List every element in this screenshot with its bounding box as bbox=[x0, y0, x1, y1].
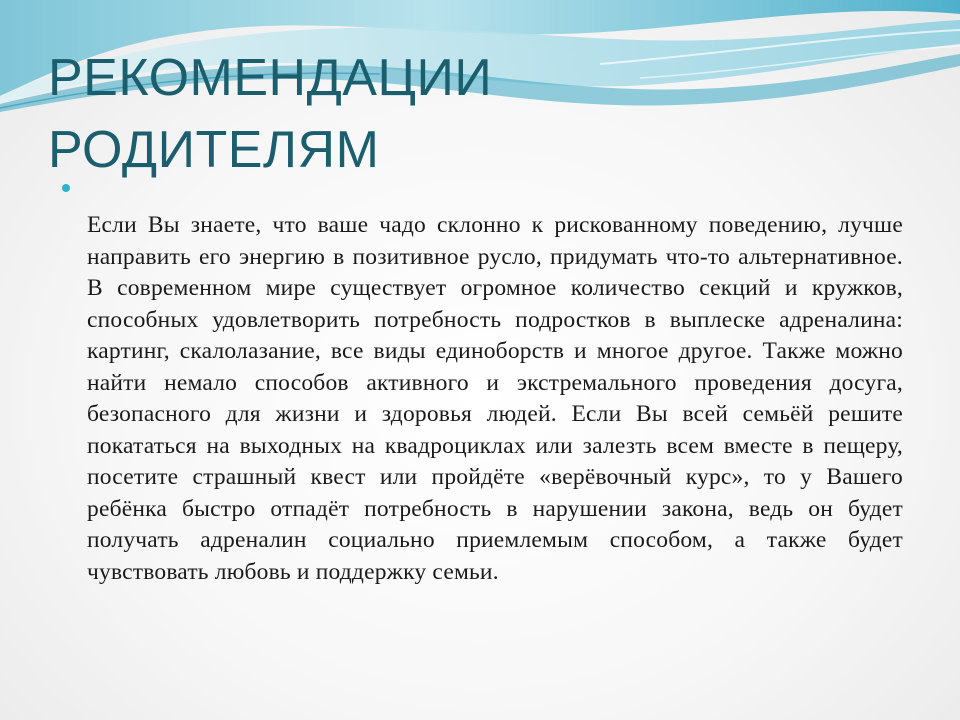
title-line-1: РЕКОМЕНДАЦИИ bbox=[48, 49, 493, 107]
slide-body-text: Если Вы знаете, что ваше чадо склонно к рискованному поведению, лучше направить его энергию в позитивное русло, придумать что-то альтернативное. В современном мире существует огромное количество секций и кружков, способных удовлетворить потребность подростков в выплеске адреналина: картинг, скалолазание, все виды единоборств и многое другое. Также можно найти немало способов активного и экстремального проведения досуга, безопасного для жизни и здоровья людей. Если Вы всей семьёй решите покататься на выходных на квадроциклах или залезть всем вместе в пещеру, посетите страшный квест или пройдёте «верёвочный курс», то у Вашего ребёнка быстро отпадёт потребность в нарушении закона, ведь он будет получать адреналин социально приемлемым способом, а также будет чувствовать любовь и поддержку семьи. bbox=[87, 212, 903, 585]
slide-title bbox=[48, 42, 908, 186]
bullet-dot-icon bbox=[62, 184, 70, 192]
title-line-2: РОДИТЕЛЯМ bbox=[48, 121, 380, 179]
